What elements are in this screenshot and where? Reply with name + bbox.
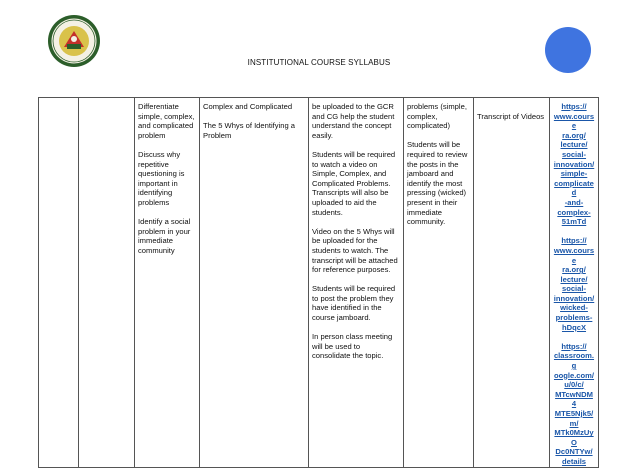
assessment-text: Students will be required to review the posts in the jamboard and identify the most pressing (wicked) present in their immediate community. [407, 140, 468, 227]
learning-outcomes-cell [135, 98, 200, 468]
table-row [39, 98, 599, 468]
outcome-text: Identify a social problem in your immediate community [138, 217, 191, 255]
topic-text: Complex and Complicated [203, 102, 293, 111]
syllabus-title: INSTITUTIONAL COURSE SYLLABUS [247, 58, 391, 67]
resource-text: Transcript of Videos [477, 112, 545, 121]
activity-text: Students will be required to post the problem they have identified in the course jamboard. [312, 284, 396, 323]
activity-text: Students will be required to watch a video on Simple, Complex, and Complicated Problems. Transcripts will also be uploaded to aid the students. [312, 149, 396, 217]
activity-text: In person class meeting will be used to consolidate the topic. [312, 332, 393, 361]
activities-cell [309, 98, 404, 468]
topic-text: The 5 Whys of Identifying a Problem [203, 121, 296, 140]
assessment-cell [404, 98, 474, 468]
outcome-text: Discuss why repetitive questioning is important in identifying problems [138, 149, 185, 207]
topics-cell [200, 98, 309, 468]
syllabus-table [38, 97, 599, 468]
empty-cell-2 [79, 98, 135, 468]
empty-cell-1 [39, 98, 79, 468]
resource-link[interactable]: https:// www.course ra.org/ lecture/ social- innovation/ simple- complicated -and- complex- 51mTd [553, 102, 595, 227]
activity-text: be uploaded to the GCR and CG help the student understand the concept easily. [312, 102, 395, 140]
resource-link[interactable]: https:// classroom.g oogle.com/ u/0/c/ MTcwNDM4 MTE5Njk5/ m/ MTk0MzUyO Dc0NTYw/ details [553, 341, 595, 466]
links-cell [550, 98, 599, 468]
blue-circle-logo [545, 27, 591, 73]
outcome-text: Differentiate simple, complex, and complicated problem [138, 102, 195, 140]
assessment-text: problems (simple, complex, complicated) [407, 102, 467, 131]
resources-cell [474, 98, 550, 468]
activity-text: Video on the 5 Whys will be uploaded for the students to watch. The transcript will be attached for reference purposes. [312, 226, 398, 275]
resource-link[interactable]: https:// www.course ra.org/ lecture/ social- innovation/ wicked- problems- hDqcX [553, 236, 595, 332]
